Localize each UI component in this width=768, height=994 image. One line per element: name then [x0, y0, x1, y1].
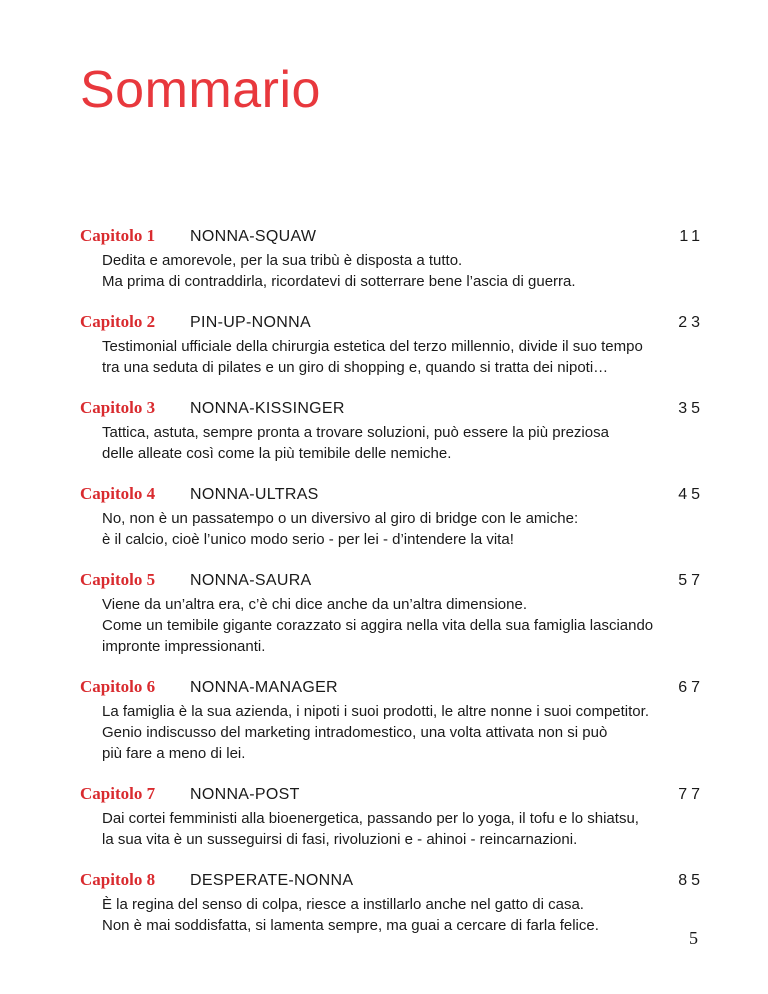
page-number: 5	[689, 928, 698, 948]
chapter-label: Capitolo 1	[80, 226, 156, 245]
chapter-page: 67	[678, 679, 704, 696]
chapter-title: NONNA-POST	[190, 786, 300, 803]
toc-entry-6	[80, 677, 704, 764]
chapter-description: Dedita e amorevole, per la sua tribù è disposta a tutto. Ma prima di contraddirla, ricordatevi di sotterrare bene l’ascia di guerra.	[102, 252, 576, 290]
chapter-page: 77	[678, 786, 704, 803]
chapter-description: La famiglia è la sua azienda, i nipoti i suoi prodotti, le altre nonne i suoi competitor. Genio indiscusso del marketing intradomestico, una volta attivata non si può più fare a meno di lei.	[102, 703, 649, 762]
chapter-description: No, non è un passatempo o un diversivo al giro di bridge con le amiche: è il calcio, cioè l’unico modo serio - per lei - d’intendere la vita!	[102, 510, 579, 548]
toc-entry-7	[80, 784, 704, 850]
chapter-page: 57	[678, 572, 704, 589]
chapter-title: PIN-UP-NONNA	[190, 314, 311, 331]
toc-entry-8	[80, 870, 704, 936]
chapter-label: Capitolo 7	[80, 784, 156, 803]
chapter-title: DESPERATE-NONNA	[190, 872, 354, 889]
table-of-contents	[80, 226, 704, 956]
chapter-label: Capitolo 4	[80, 484, 156, 503]
chapter-page: 35	[678, 400, 704, 417]
chapter-title: NONNA-SAURA	[190, 572, 312, 589]
chapter-title: NONNA-KISSINGER	[190, 400, 345, 417]
toc-entry-1	[80, 226, 704, 292]
chapter-page: 23	[678, 314, 704, 331]
chapter-label: Capitolo 3	[80, 398, 156, 417]
chapter-title: NONNA-SQUAW	[190, 228, 317, 245]
page-title: Sommario	[80, 61, 321, 119]
chapter-title: NONNA-MANAGER	[190, 679, 338, 696]
chapter-title: NONNA-ULTRAS	[190, 486, 319, 503]
chapter-page: 85	[678, 872, 704, 889]
chapter-page: 11	[679, 228, 704, 245]
chapter-label: Capitolo 6	[80, 677, 156, 696]
chapter-label: Capitolo 5	[80, 570, 156, 589]
toc-entry-2	[80, 312, 704, 378]
toc-entry-5	[80, 570, 704, 657]
chapter-label: Capitolo 2	[80, 312, 156, 331]
chapter-label: Capitolo 8	[80, 870, 156, 889]
chapter-description: Tattica, astuta, sempre pronta a trovare soluzioni, può essere la più preziosa delle alleate così come la più temibile delle nemiche.	[102, 424, 609, 462]
toc-entry-4	[80, 484, 704, 550]
chapter-description: Dai cortei femministi alla bioenergetica, passando per lo yoga, il tofu e lo shiatsu, la sua vita è un susseguirsi di fasi, rivoluzioni e - ahinoi - reincarnazioni.	[102, 810, 639, 848]
chapter-description: Viene da un’altra era, c’è chi dice anche da un’altra dimensione. Come un temibile gigante corazzato si aggira nella vita della sua famiglia lasciando impronte impressionanti.	[102, 596, 654, 655]
chapter-description: Testimonial ufficiale della chirurgia estetica del terzo millennio, divide il suo tempo tra una seduta di pilates e un giro di shopping e, quando si tratta dei nipoti…	[102, 338, 643, 376]
chapter-page: 45	[678, 486, 704, 503]
toc-entry-3	[80, 398, 704, 464]
chapter-description: È la regina del senso di colpa, riesce a instillarlo anche nel gatto di casa. Non è mai soddisfatta, si lamenta sempre, ma guai a cercare di farla felice.	[102, 896, 599, 934]
